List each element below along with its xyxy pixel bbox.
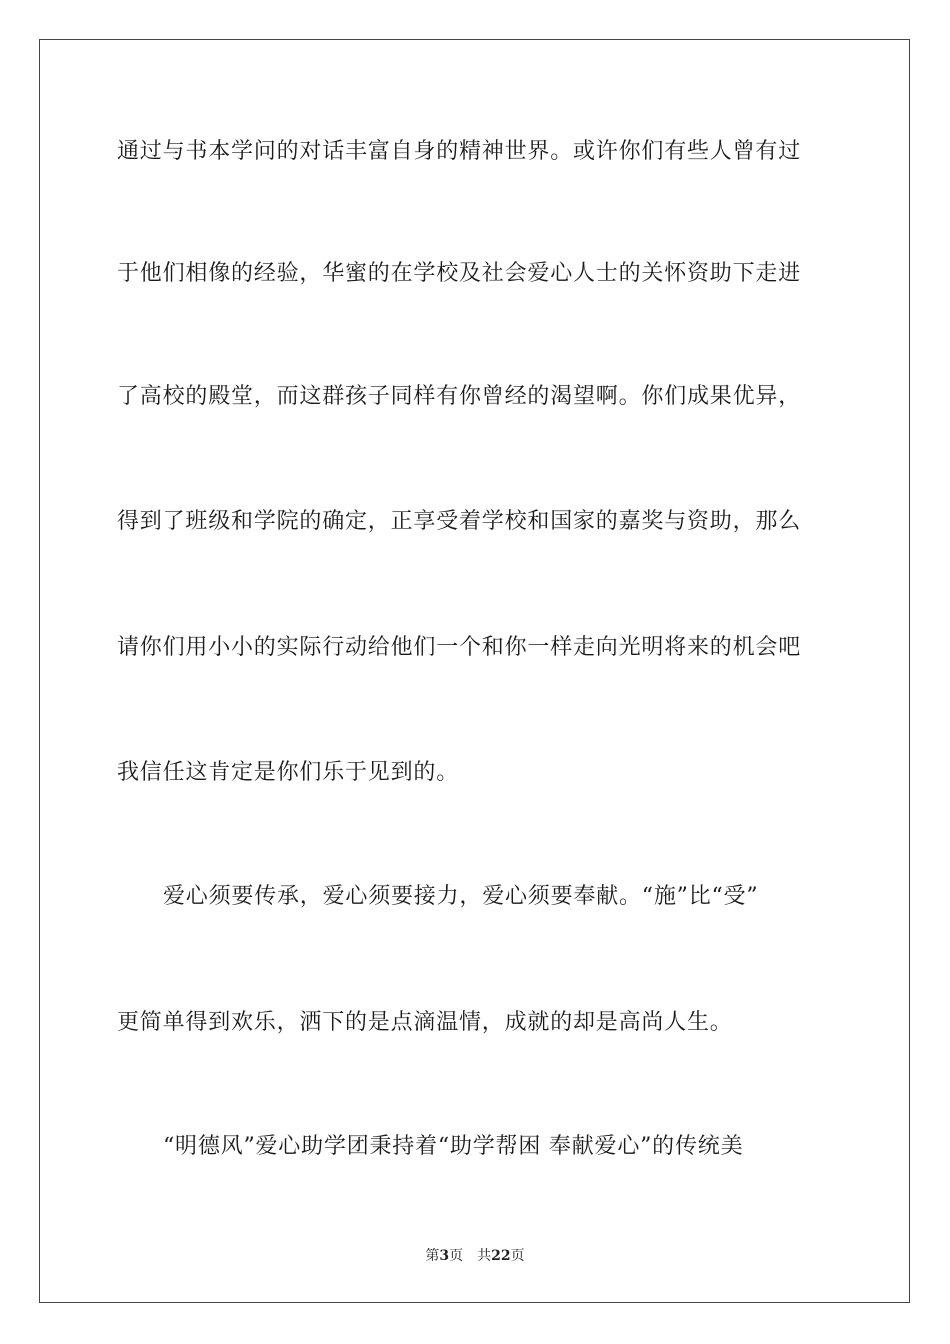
paragraph-first-line: “明德风”爱心助学团秉持着“助学帮困 奉献爱心”的传统美 — [163, 1134, 744, 1159]
page-footer — [0, 1247, 950, 1265]
body-text-line: 更简单得到欢乐，洒下的是点滴温情，成就的却是高尚人生。 — [117, 1010, 733, 1035]
body-text-line: 于他们相像的经验，华蜜的在学校及社会爱心人士的关怀资助下走进 — [117, 261, 802, 286]
body-text-line: 得到了班级和学院的确定，正享受着学校和国家的嘉奖与资助，那么 — [117, 509, 802, 534]
body-text-line: 了高校的殿堂，而这群孩子同样有你曾经的渴望啊。你们成果优异， — [117, 384, 802, 409]
total-prefix: 共 — [477, 1248, 492, 1264]
page-suffix: 页 — [449, 1248, 464, 1264]
paragraph-first-line: 爱心须要传承，爱心须要接力，爱心须要奉献。“施”比“受” — [163, 884, 759, 909]
body-text-line: 请你们用小小的实际行动给他们一个和你一样走向光明将来的机会吧 — [117, 635, 802, 660]
total-pages: 22 — [491, 1248, 511, 1264]
body-text-line: 通过与书本学问的对话丰富自身的精神世界。或许你们有些人曾有过 — [117, 139, 802, 164]
body-text-line: 我信任这肯定是你们乐于见到的。 — [117, 760, 460, 785]
total-suffix: 页 — [510, 1248, 525, 1264]
page-prefix: 第 — [425, 1248, 440, 1264]
page-number: 3 — [439, 1248, 450, 1264]
page-border — [39, 39, 910, 1303]
